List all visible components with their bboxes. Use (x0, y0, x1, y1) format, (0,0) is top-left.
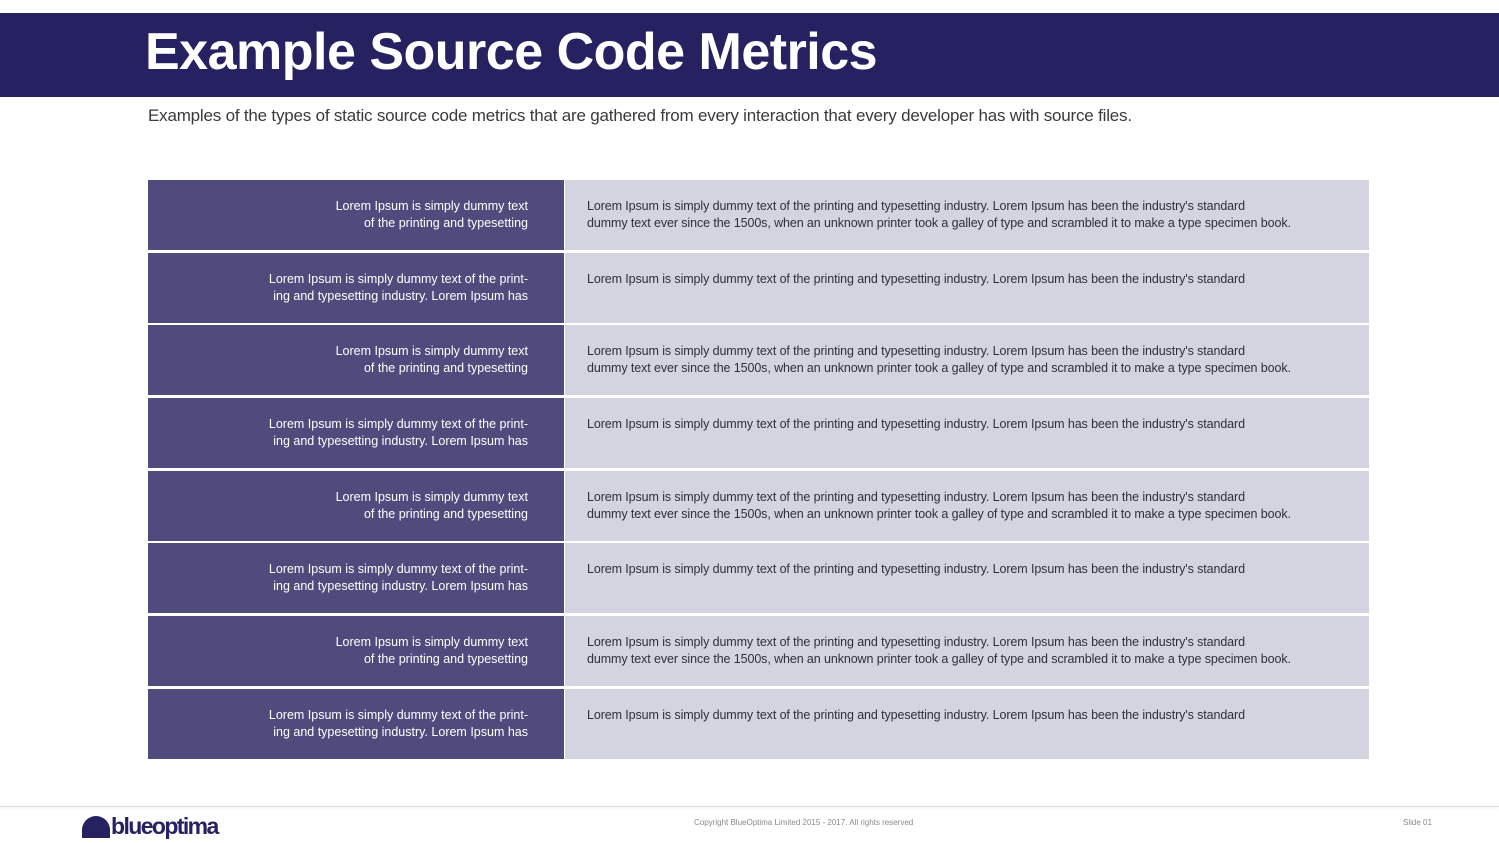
metric-description: Lorem Ipsum is simply dummy text of the printing and typesetting industry. Lorem Ipsum has been the industry's standard (565, 253, 1369, 323)
table-row (148, 325, 1369, 395)
metric-description: Lorem Ipsum is simply dummy text of the printing and typesetting industry. Lorem Ipsum has been the industry's standard dummy text ever since the 1500s, when an unknown printer took a galley of type and scrambled it to make a type specimen book. (565, 180, 1369, 250)
metric-label: Lorem Ipsum is simply dummy text of the print- ing and typesetting industry. Lorem Ipsum has (148, 398, 564, 468)
metric-description: Lorem Ipsum is simply dummy text of the printing and typesetting industry. Lorem Ipsum has been the industry's standard dummy text ever since the 1500s, when an unknown printer took a galley of type and scrambled it to make a type specimen book. (565, 471, 1369, 541)
metric-description: Lorem Ipsum is simply dummy text of the printing and typesetting industry. Lorem Ipsum has been the industry's standard (565, 398, 1369, 468)
page-title: Example Source Code Metrics (145, 23, 878, 81)
logo-wordmark: blueoptima (111, 813, 218, 839)
metric-description: Lorem Ipsum is simply dummy text of the printing and typesetting industry. Lorem Ipsum has been the industry's standard (565, 543, 1369, 613)
slide-number: Slide 01 (1403, 818, 1432, 827)
metric-label: Lorem Ipsum is simply dummy text of the print- ing and typesetting industry. Lorem Ipsum has (148, 253, 564, 323)
table-row (148, 471, 1369, 541)
table-row (148, 616, 1369, 686)
metric-description: Lorem Ipsum is simply dummy text of the printing and typesetting industry. Lorem Ipsum has been the industry's standard dummy text ever since the 1500s, when an unknown printer took a galley of type and scrambled it to make a type specimen book. (565, 325, 1369, 395)
metrics-table (148, 180, 1369, 762)
metric-label: Lorem Ipsum is simply dummy text of the printing and typesetting (148, 471, 564, 541)
metric-label: Lorem Ipsum is simply dummy text of the printing and typesetting (148, 325, 564, 395)
metric-description: Lorem Ipsum is simply dummy text of the printing and typesetting industry. Lorem Ipsum has been the industry's standard (565, 689, 1369, 759)
table-row (148, 689, 1369, 759)
table-row (148, 180, 1369, 250)
copyright-notice: Copyright BlueOptima Limited 2015 - 2017. All rights reserved (694, 818, 914, 827)
metric-description: Lorem Ipsum is simply dummy text of the printing and typesetting industry. Lorem Ipsum has been the industry's standard dummy text ever since the 1500s, when an unknown printer took a galley of type and scrambled it to make a type specimen book. (565, 616, 1369, 686)
table-row (148, 253, 1369, 323)
metric-label: Lorem Ipsum is simply dummy text of the printing and typesetting (148, 180, 564, 250)
metric-label: Lorem Ipsum is simply dummy text of the print- ing and typesetting industry. Lorem Ipsum has (148, 689, 564, 759)
page-subtitle: Examples of the types of static source code metrics that are gathered from every interaction that every developer has with source files. (148, 106, 1132, 125)
logo-dome-icon (82, 816, 110, 838)
table-row (148, 398, 1369, 468)
footer-divider (0, 806, 1499, 807)
metric-label: Lorem Ipsum is simply dummy text of the print- ing and typesetting industry. Lorem Ipsum has (148, 543, 564, 613)
blueoptima-logo (82, 811, 218, 841)
table-row (148, 543, 1369, 613)
metric-label: Lorem Ipsum is simply dummy text of the printing and typesetting (148, 616, 564, 686)
